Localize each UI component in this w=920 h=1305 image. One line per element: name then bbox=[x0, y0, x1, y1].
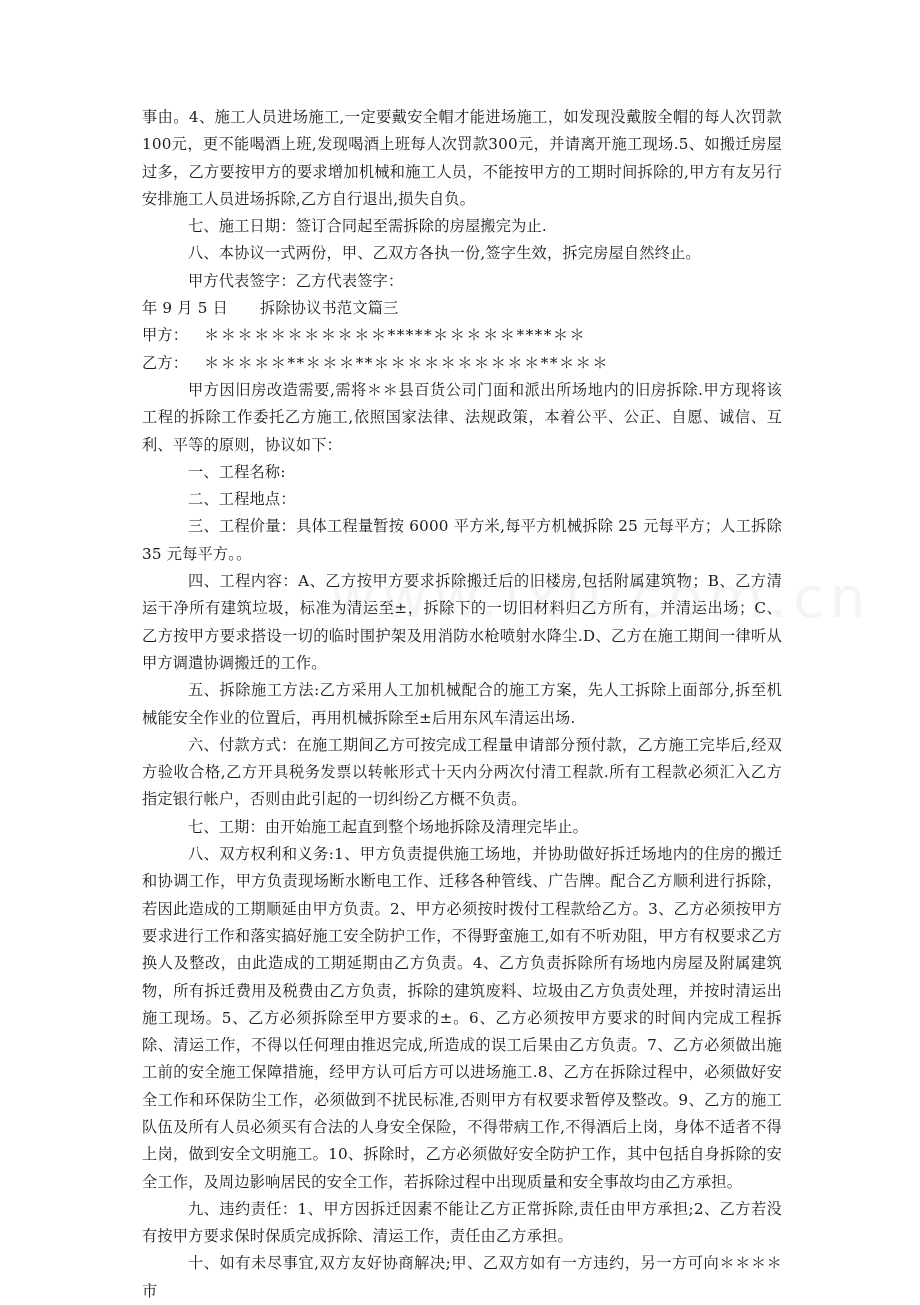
paragraph-continuation: 事由。4、施工人员进场施工,一定要戴安全帽才能进场施工，如发现没戴胺全帽的每人次罚款100元，更不能喝酒上班,发现喝酒上班每人次罚款300元，并请离开施工现场.5、如搬迁房屋过多，乙方要按甲方的要求增加机械和施工人员，不能按甲方的工期时间拆除的,甲方有友另行安排施工人员进场拆除,乙方自行退出,损失自负。 bbox=[142, 108, 782, 208]
clause-rights-obligations: 八、双方权利和义务:1、甲方负责提供施工场地，并协助做好拆迁场地内的住房的搬迁和协调工作，甲方负责现场断水断电工作、迁移各种管线、广告牌。配合乙方顺利进行拆除，若因此造成的工期顺延由甲方负责。2、甲方必须按时拨付工程款给乙方。3、乙方必须按甲方要求进行工作和落实搞好施工安全防护工作，不得野蛮施工,如有不听劝阻，甲方有权要求乙方换人及整改，由此造成的工期延期由乙方负责。4、乙方负责拆除所有场地内房屋及附属建筑物，所有拆迁费用及税费由乙方负责，拆除的建筑废料、垃圾由乙方负责处理，并按时清运出施工现场。5、乙方必须拆除至甲方要求的±。6、乙方必须按甲方要求的时间内完成工程拆除、清运工作，不得以任何理由推迟完成,所造成的误工后果由乙方负责。7、乙方必须做出施工前的安全施工保障措施，经甲方认可后方可以进场施工.8、乙方在拆除过程中，必须做好安全工作和环保防尘工作，必须做到不扰民标准,否则甲方有权要求暂停及整改。9、乙方的施工队伍及所有人员必须买有合法的人身安全保险，不得带病工作,不得酒后上岗，身体不适者不得上岗，做到安全文明施工。10、拆除时，乙方必须做好安全防护工作，其中包括自身拆除的安全工作，及周边影响居民的安全工作，若拆除过程中出现质量和安全事故均由乙方承担。 bbox=[142, 845, 782, 1191]
party-a-label: 甲方： bbox=[142, 326, 189, 345]
clause-project-name: 一、工程名称: bbox=[188, 462, 286, 481]
document-body bbox=[142, 104, 782, 1305]
date-text: 年 9 月 5 日 bbox=[142, 299, 228, 318]
party-b-value: ＊＊＊＊＊**＊＊＊**＊＊＊＊＊＊＊＊＊＊**＊＊＊ bbox=[204, 353, 609, 372]
paragraph-copies: 八、本协议一式两份，甲、乙双方各执一份,签字生效，拆完房屋自然终止。 bbox=[188, 244, 701, 263]
clause-project-content: 四、工程内容：A、乙方按甲方要求拆除搬迁后的旧楼房,包括附属建筑物；B、乙方清运干净所有建筑垃圾，标准为清运至±，拆除下的一切旧材料归乙方所有，并清运出场；C、乙方按甲方要求搭设一切的临时围护架及用消防水枪喷射水降尘.D、乙方在施工期间一律听从甲方调遣协调搬迁的工作。 bbox=[142, 572, 782, 672]
clause-other-matters: 十、如有未尽事宜,双方友好协商解决;甲、乙双方如有一方违约，另一方可向＊＊＊＊市 bbox=[142, 1254, 782, 1300]
party-b-line bbox=[142, 350, 782, 377]
clause-demolition-method: 五、拆除施工方法:乙方采用人工加机械配合的施工方案，先人工拆除上面部分,拆至机械能安全作业的位置后，再用机械拆除至±后用东风车清运出场. bbox=[142, 681, 782, 727]
clause-project-price: 三、工程价量：具体工程量暂按 6000 平方米,每平方机械拆除 25 元每平方；人工拆除 35 元每平方。。 bbox=[142, 517, 782, 563]
paragraph-intro: 甲方因旧房改造需要,需将＊＊县百货公司门面和派出所场地内的旧房拆除.甲方现将该工程的拆除工作委托乙方施工,依照国家法律、法规政策，本着公平、公正、自愿、诚信、互利、平等的原则，协议如下： bbox=[142, 380, 782, 454]
party-a-value: ＊＊＊＊＊＊＊＊＊＊＊*****＊＊＊＊＊****＊＊ bbox=[204, 326, 587, 345]
party-b-label: 乙方： bbox=[142, 353, 189, 372]
party-a-line bbox=[142, 322, 782, 349]
clause-payment: 六、付款方式：在施工期间乙方可按完成工程量申请部分预付款，乙方施工完毕后,经双方验收合格,乙方开具税务发票以转帐形式十天内分两次付清工程款.所有工程款必须汇入乙方指定银行帐户，否则由此引起的一切纠纷乙方概不负责。 bbox=[142, 735, 782, 809]
paragraph-signatures: 甲方代表签字：乙方代表签字： bbox=[188, 271, 404, 290]
paragraph-construction-date: 七、施工日期：签订合同起至需拆除的房屋搬完为止. bbox=[188, 217, 547, 236]
clause-project-location: 二、工程地点： bbox=[188, 490, 296, 509]
clause-liability: 九、违约责任：1、甲方因拆迁因素不能让乙方正常拆除,责任由甲方承担;2、乙方若没有按甲方要求保时保质完成拆除、清运工作，责任由乙方承担。 bbox=[142, 1199, 782, 1246]
section-title: 拆除协议书范文篇三 bbox=[260, 299, 399, 318]
clause-duration: 七、工期：由开始施工起直到整个场地拆除及清理完毕止。 bbox=[188, 817, 589, 836]
date-line bbox=[142, 295, 782, 322]
